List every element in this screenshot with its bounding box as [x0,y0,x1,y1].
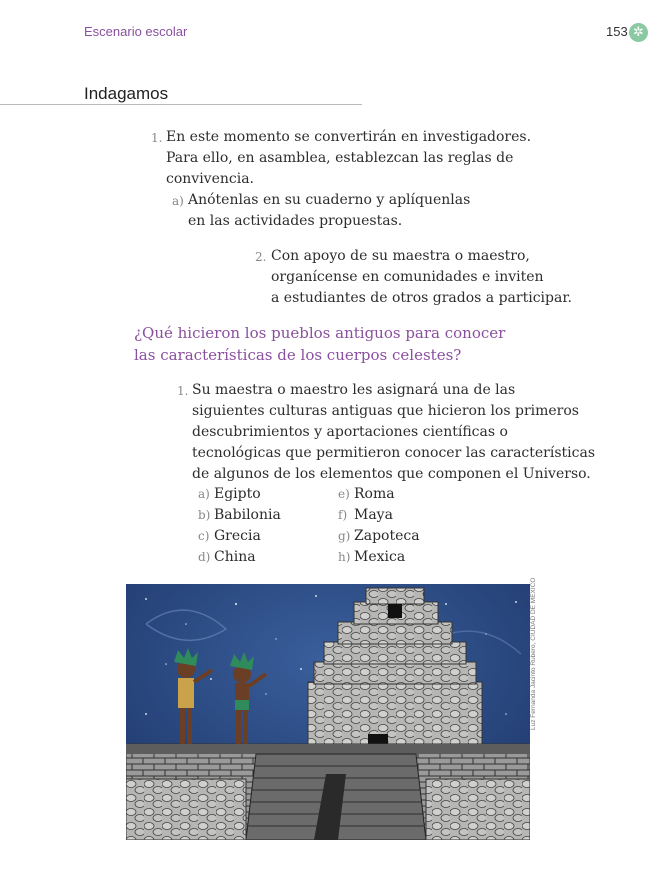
list-item-line: Anótenlas en su cuaderno y aplíquenlas [188,192,471,208]
list-number: 1. [177,384,189,398]
question-line: las características de los cuerpos celestes? [134,346,462,364]
gear-icon: ✲ [629,23,648,42]
list-item-line: tecnológicas que permitieron conocer las características [192,445,595,461]
culture-option [198,505,281,526]
option-label: Egipto [214,486,261,502]
list-item-line: Su maestra o maestro les asignará una de las [192,382,516,398]
option-letter: e) [338,487,350,501]
option-label: Grecia [214,528,261,544]
question-line: ¿Qué hicieron los pueblos antiguos para conocer [134,324,506,342]
culture-option [338,526,420,547]
option-label: Mexica [354,549,406,565]
culture-option [198,484,281,505]
option-letter: d) [198,550,211,564]
list-item-line: Con apoyo de su maestra o maestro, [271,248,530,264]
list-item-line: convivencia. [166,171,254,187]
list-item-line: de algunos de los elementos que componen el Universo. [192,466,591,482]
option-label: Maya [354,507,393,523]
list-item-line: en las actividades propuestas. [188,213,403,229]
illustration-credit: Luz Fernanda Jacinto Rubero, CIUDAD DE MÉXICO [530,577,537,730]
option-label: Babilonia [214,507,281,523]
culture-option [198,526,281,547]
list-item-line: organícense en comunidades e inviten [271,269,544,285]
culture-option [198,547,281,568]
list-item-2 [255,246,572,309]
section-divider [0,104,362,105]
option-label: China [214,549,256,565]
option-letter: h) [338,550,351,564]
option-label: Roma [354,486,395,502]
cultures-list-left [198,484,281,568]
list-item-line: En este momento se convertirán en investigadores. [166,129,532,145]
page-number: 153 [606,24,628,39]
list-item-cultures [177,380,595,485]
option-letter: c) [198,529,210,543]
cultures-list-right [338,484,420,568]
list-item-line: a estudiantes de otros grados a participar. [271,290,572,306]
list-subitem-a [172,190,471,232]
list-item-line: siguientes culturas antiguas que hicieron los primeros [192,403,579,419]
list-letter: a) [172,194,184,208]
culture-option [338,484,420,505]
list-item-line: Para ello, en asamblea, establezcan las reglas de [166,150,514,166]
option-label: Zapoteca [354,528,420,544]
list-number: 2. [255,250,267,264]
list-item-line: descubrimientos y aportaciones científicas o [192,424,508,440]
guiding-question [134,322,505,366]
section-title: Indagamos [84,84,169,103]
header-section-label: Escenario escolar [84,24,188,39]
culture-option [338,505,420,526]
maya-observatory-illustration [126,584,530,840]
list-number: 1. [151,131,163,145]
option-letter: g) [338,529,351,543]
option-letter: b) [198,508,211,522]
option-letter: a) [198,487,210,501]
list-item-1 [151,127,532,190]
option-letter: f) [338,508,348,522]
culture-option [338,547,420,568]
